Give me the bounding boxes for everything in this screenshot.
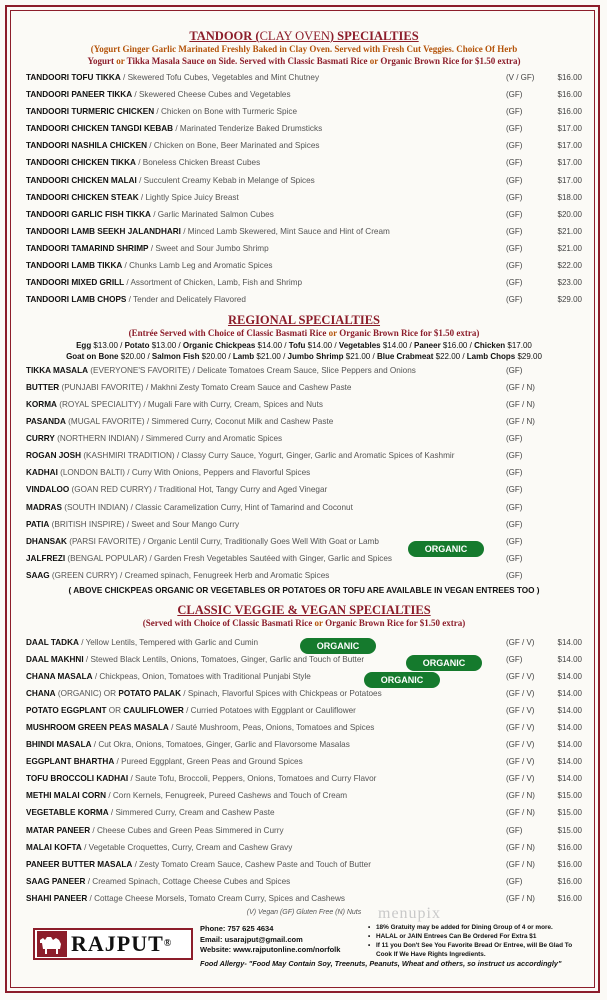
item-dietary-tag: (GF) bbox=[506, 451, 523, 461]
item-dietary-tag: (GF) bbox=[506, 90, 523, 100]
menu-item-row bbox=[26, 206, 582, 223]
protein-name: Chicken bbox=[474, 340, 506, 350]
item-description: / Cottage Cheese Morsels, Tomato Cream Curry, Spices and Cashews bbox=[87, 893, 345, 903]
item-description: / Organic Lentil Curry, Traditionally Goes Well With Goat or Lamb bbox=[140, 536, 379, 546]
item-dietary-tag: (GF) bbox=[506, 107, 523, 117]
item-dietary-tag: (GF) bbox=[506, 654, 523, 664]
protein-name: Blue Crabmeat bbox=[376, 351, 434, 361]
item-dietary-tag: (GF / V) bbox=[506, 688, 535, 698]
menu-item-row bbox=[26, 189, 582, 206]
food-allergy-note: Food Allergy- "Food May Contain Soy, Treenuts, Peanuts, Wheat and others, so instruct us accordingly" bbox=[200, 959, 562, 968]
item-subtitle: (BENGAL POPULAR) bbox=[65, 553, 148, 563]
item-name: TANDOORI CHICKEN STEAK bbox=[26, 192, 139, 202]
regional-protein-prices-line1: Egg $13.00 / Potato $13.00 / Organic Chickpeas $14.00 / Tofu $14.00 / Vegetables $14.00 / Paneer $16.00 / Chicken $17.00 bbox=[76, 340, 532, 350]
item-description: / Skewered Cheese Cubes and Vegetables bbox=[132, 90, 291, 100]
item-dietary-tag: (GF) bbox=[506, 570, 523, 580]
item-description: / Assortment of Chicken, Lamb, Fish and Shrimp bbox=[124, 278, 303, 288]
regional-subtitle: (Entrée Served with Choice of Classic Basmati Rice or Organic Brown Rice for $1.50 extra) bbox=[128, 328, 480, 339]
protein-name: Potato bbox=[124, 340, 150, 350]
item-dietary-tag: (GF) bbox=[506, 261, 523, 271]
item-subtitle: (GOAN RED CURRY) bbox=[69, 485, 152, 495]
item-dietary-tag: (GF) bbox=[506, 485, 523, 495]
item-name: TANDOORI TURMERIC CHICKEN bbox=[26, 107, 155, 117]
protein-name: Jumbo Shrimp bbox=[287, 351, 344, 361]
contact-info bbox=[200, 924, 340, 956]
item-dietary-tag: (GF) bbox=[506, 243, 523, 253]
item-name: PATIA bbox=[26, 519, 50, 529]
protein-name: Paneer bbox=[414, 340, 441, 350]
item-name: CURRY bbox=[26, 434, 55, 444]
menu-item-row bbox=[26, 481, 582, 498]
item-dietary-tag: (GF) bbox=[506, 519, 523, 529]
menu-item-row bbox=[26, 86, 582, 103]
item-price: $15.00 bbox=[557, 808, 582, 818]
item-price: $21.00 bbox=[557, 226, 582, 236]
menu-item-row bbox=[26, 804, 582, 821]
item-name: TANDOORI TAMARIND SHRIMP bbox=[26, 243, 149, 253]
menu-item-row bbox=[26, 379, 582, 396]
item-name: TANDOORI TOFU TIKKA bbox=[26, 73, 121, 82]
note-custom-order: • If 11 you Don't See You Favorite Bread Or Entree, will Be Glad To Cook If We Have Rights Ingredients. bbox=[368, 941, 583, 959]
menu-item-row bbox=[26, 257, 582, 274]
item-description: / Chunks Lamb Leg and Aromatic Spices bbox=[122, 261, 273, 271]
item-dietary-tag: (GF) bbox=[506, 553, 523, 563]
menu-item-row bbox=[26, 550, 582, 567]
item-name-alt: CAULIFLOWER bbox=[123, 705, 184, 715]
item-price: $16.00 bbox=[557, 893, 582, 903]
item-price: $23.00 bbox=[557, 278, 582, 288]
item-subtitle: (BRITISH INSPIRE) bbox=[49, 519, 125, 529]
item-dietary-tag: (GF) bbox=[506, 124, 523, 134]
item-price: $20.00 bbox=[557, 209, 582, 219]
item-description: / Classy Curry Sauce, Yogurt, Ginger, Garlic and Aromatic Spices of Kashmir bbox=[174, 451, 455, 461]
menu-item-row bbox=[26, 447, 582, 464]
note-gratuity: • 18% Gratuity may be added for Dining Group of 4 or more. bbox=[368, 923, 583, 932]
item-dietary-tag: (GF / V) bbox=[506, 740, 535, 750]
menu-item-row bbox=[26, 770, 582, 787]
menu-item-row bbox=[26, 464, 582, 481]
item-description: / Cheese Cubes and Green Peas Simmered in Curry bbox=[90, 825, 284, 835]
organic-badge-chana-masala: ORGANIC bbox=[364, 672, 440, 688]
item-dietary-tag: (GF) bbox=[506, 536, 523, 546]
item-name: PASANDA bbox=[26, 417, 66, 427]
item-name: SAAG bbox=[26, 570, 50, 580]
note-halal-jain: • HALAL or JAIN Entrees Can Be Ordered For Extra $1 bbox=[368, 932, 583, 941]
menu-item-row bbox=[26, 240, 582, 257]
item-dietary-tag: (GF) bbox=[506, 295, 523, 305]
item-description: / Yellow Lentils, Tempered with Garlic and Cumin bbox=[78, 637, 259, 647]
protein-price: $14.00 bbox=[305, 340, 333, 350]
item-dietary-tag: (GF / V) bbox=[506, 723, 535, 732]
contact-website[interactable]: Website: www.rajputonline.com/norfolk bbox=[200, 945, 341, 954]
contact-email[interactable]: Email: usarajput@gmail.com bbox=[200, 934, 303, 944]
item-description: / Succulent Creamy Kebab in Melange of Spices bbox=[136, 175, 315, 185]
menu-item-row bbox=[26, 873, 582, 890]
item-name: SAAG PANEER bbox=[26, 876, 86, 886]
item-name: DHANSAK bbox=[26, 536, 67, 546]
item-description: / Classic Caramelization Curry, Hint of Tamarind and Coconut bbox=[128, 502, 353, 512]
item-price: $16.00 bbox=[557, 859, 582, 869]
item-price: $15.00 bbox=[557, 825, 582, 835]
menu-item-row bbox=[26, 172, 582, 189]
item-description: / Creamed spinach, Fenugreek Herb and Aromatic Spices bbox=[117, 570, 330, 580]
item-name: DAAL TADKA bbox=[26, 637, 79, 647]
item-dietary-tag: (V / GF) bbox=[506, 73, 535, 82]
regional-list bbox=[26, 362, 582, 584]
item-name: TANDOORI CHICKEN TIKKA bbox=[26, 158, 136, 168]
item-name: TANDOORI CHICKEN TANGDI KEBAB bbox=[26, 124, 174, 134]
item-name: BHINDI MASALA bbox=[26, 740, 92, 750]
item-dietary-tag: (GF / N) bbox=[506, 417, 535, 427]
protein-price: $20.00 bbox=[118, 351, 146, 361]
item-description: / Cut Okra, Onions, Tomatoes, Ginger, Garlic and Flavorsome Masalas bbox=[91, 740, 350, 750]
item-subtitle: (ROYAL SPECIALITY) bbox=[56, 400, 142, 409]
item-description: / Marinated Tenderize Baked Drumsticks bbox=[173, 124, 323, 134]
item-description: / Zesty Tomato Cream Sauce, Cashew Paste and Touch of Butter bbox=[132, 859, 371, 869]
item-name: DAAL MAKHNI bbox=[26, 654, 84, 664]
menu-item-row bbox=[26, 103, 582, 120]
menu-item-row bbox=[26, 362, 582, 379]
rajput-logo bbox=[33, 928, 193, 960]
item-description: / Simmered Curry, Coconut Milk and Cashew Paste bbox=[144, 417, 334, 427]
item-connector: OR bbox=[101, 688, 119, 698]
item-subtitle: (SOUTH INDIAN) bbox=[61, 502, 129, 512]
item-name: TANDOORI LAMB TIKKA bbox=[26, 261, 123, 271]
item-description: / Traditional Hot, Tangy Curry and Aged Vinegar bbox=[151, 485, 328, 495]
item-subtitle: (GREEN CURRY) bbox=[49, 570, 118, 580]
item-name: TANDOORI NASHILA CHICKEN bbox=[26, 141, 147, 151]
item-price: $22.00 bbox=[557, 261, 582, 271]
item-description: / Sauté Mushroom, Peas, Onions, Tomatoes and Spices bbox=[168, 723, 375, 732]
menu-item-row bbox=[26, 736, 582, 753]
item-description: / Spinach, Flavorful Spices with Chickpeas or Potatoes bbox=[181, 688, 382, 698]
menu-item-row bbox=[26, 69, 582, 86]
item-price: $16.00 bbox=[557, 90, 582, 100]
item-subtitle: (KASHMIRI TRADITION) bbox=[81, 451, 175, 461]
item-price: $17.00 bbox=[557, 141, 582, 151]
item-dietary-tag: (GF) bbox=[506, 192, 523, 202]
item-dietary-tag: (GF / N) bbox=[506, 382, 535, 392]
item-dietary-tag: (GF) bbox=[506, 825, 523, 835]
menu-item-row bbox=[26, 291, 582, 308]
protein-price: $13.00 bbox=[91, 340, 118, 350]
protein-name: Tofu bbox=[288, 340, 306, 350]
protein-name: Salmon Fish bbox=[151, 351, 200, 361]
item-price: $29.00 bbox=[557, 295, 582, 305]
item-price: $14.00 bbox=[557, 654, 582, 664]
item-dietary-tag: (GF) bbox=[506, 141, 523, 151]
item-dietary-tag: (GF / N) bbox=[506, 808, 535, 818]
protein-price: $21.00 bbox=[343, 351, 371, 361]
protein-name: Lamb bbox=[232, 351, 255, 361]
menu-item-row bbox=[26, 120, 582, 137]
item-subtitle: (ORGANIC) bbox=[55, 688, 102, 698]
item-description: / Delicate Tomatoes Cream Sauce, Slice Peppers and Onions bbox=[190, 365, 416, 375]
item-name: TANDOORI LAMB CHOPS bbox=[26, 295, 127, 305]
item-dietary-tag: (GF / V) bbox=[506, 705, 535, 715]
item-dietary-tag: (GF) bbox=[506, 158, 523, 168]
item-description: / Curried Potatoes with Eggplant or Cauliflower bbox=[183, 705, 356, 715]
item-name: CHANA MASALA bbox=[26, 671, 93, 681]
item-dietary-tag: (GF) bbox=[506, 434, 523, 444]
item-price: $14.00 bbox=[557, 757, 582, 767]
item-description: / Simmered Curry, Cream and Cashew Paste bbox=[108, 808, 275, 818]
item-description: / Sweet and Sour Jumbo Shrimp bbox=[148, 243, 269, 253]
item-price: $14.00 bbox=[557, 637, 582, 647]
item-name: TANDOORI GARLIC FISH TIKKA bbox=[26, 209, 151, 219]
item-description: / Tender and Delicately Flavored bbox=[126, 295, 246, 305]
item-description: / Stewed Black Lentils, Onions, Tomatoes, Ginger, Garlic and Touch of Butter bbox=[83, 654, 365, 664]
item-subtitle: (LONDON BALTI) bbox=[57, 468, 126, 478]
menu-item-row bbox=[26, 499, 582, 516]
item-description: / Skewered Tofu Cubes, Vegetables and Mint Chutney bbox=[120, 73, 320, 82]
protein-name: Vegetables bbox=[338, 340, 381, 350]
item-description: / Lightly Spice Juicy Breast bbox=[138, 192, 239, 202]
item-description: / Creamed Spinach, Cottage Cheese Cubes and Spices bbox=[85, 876, 291, 886]
policy-notes bbox=[368, 923, 583, 959]
item-dietary-tag: (GF / V) bbox=[506, 757, 535, 767]
item-price: $17.00 bbox=[557, 124, 582, 134]
item-description: / Chicken on Bone, Beer Marinated and Spices bbox=[147, 141, 320, 151]
item-dietary-tag: (GF / V) bbox=[506, 774, 535, 784]
item-name: MATAR PANEER bbox=[26, 825, 91, 835]
item-price: $14.00 bbox=[557, 688, 582, 698]
item-name: TIKKA MASALA bbox=[26, 365, 89, 375]
item-price: $17.00 bbox=[557, 175, 582, 185]
menu-item-row bbox=[26, 396, 582, 413]
item-dietary-tag: (GF / N) bbox=[506, 842, 535, 852]
item-name: VEGETABLE KORMA bbox=[26, 808, 109, 818]
item-price: $14.00 bbox=[557, 723, 582, 732]
menu-item-row bbox=[26, 413, 582, 430]
item-name: TANDOORI PANEER TIKKA bbox=[26, 90, 133, 100]
item-dietary-tag: (GF / N) bbox=[506, 859, 535, 869]
item-description: / Corn Kernels, Fenugreek, Pureed Cashews and Touch of Cream bbox=[106, 791, 348, 801]
veggie-subtitle: (Served with Choice of Classic Basmati Rice or Organic Brown Rice for $1.50 extra) bbox=[142, 618, 466, 629]
item-price: $16.00 bbox=[557, 73, 582, 82]
item-connector: OR bbox=[106, 705, 124, 715]
menu-item-row bbox=[26, 154, 582, 171]
item-price: $18.00 bbox=[557, 192, 582, 202]
item-subtitle: (NORTHERN INDIAN) bbox=[54, 434, 139, 444]
tandoor-list bbox=[26, 69, 582, 308]
menu-item-row bbox=[26, 137, 582, 154]
dietary-legend: (V) Vegan (GF) Gluten Free (N) Nuts bbox=[246, 909, 362, 917]
item-description: / Curry With Onions, Peppers and Flavorful Spices bbox=[125, 468, 311, 478]
item-description: / Vegetable Croquettes, Curry, Cream and Cashew Gravy bbox=[81, 842, 293, 852]
item-price: $16.00 bbox=[557, 876, 582, 886]
item-name-alt: POTATO PALAK bbox=[118, 688, 181, 698]
item-name: POTATO EGGPLANT bbox=[26, 705, 107, 715]
item-name: TANDOORI MIXED GRILL bbox=[26, 278, 125, 288]
item-name: TANDOORI CHICKEN MALAI bbox=[26, 175, 137, 185]
item-price: $14.00 bbox=[557, 740, 582, 750]
menu-item-row bbox=[26, 274, 582, 291]
item-description: / Chickpeas, Onion, Tomatoes with Traditional Punjabi Style bbox=[92, 671, 311, 681]
item-price: $14.00 bbox=[557, 774, 582, 784]
menu-item-row bbox=[26, 753, 582, 770]
item-price: $14.00 bbox=[557, 671, 582, 681]
item-dietary-tag: (GF) bbox=[506, 365, 523, 375]
contact-phone: Phone: 757 625 4634 bbox=[200, 924, 274, 933]
item-dietary-tag: (GF) bbox=[506, 226, 523, 236]
item-description: / Makhni Zesty Tomato Cream Sauce and Cashew Paste bbox=[143, 382, 352, 392]
item-name: TANDOORI LAMB SEEKH JALANDHARI bbox=[26, 226, 181, 236]
item-name: CHANA bbox=[26, 688, 56, 698]
protein-name: Egg bbox=[76, 340, 92, 350]
regional-protein-prices-line2: Goat on Bone $20.00 / Salmon Fish $20.00 / Lamb $21.00 / Jumbo Shrimp $21.00 / Blue Crabmeat $22.00 / Lamb Chops $29.00 bbox=[66, 351, 542, 361]
organic-badge-dhansak: ORGANIC bbox=[408, 541, 484, 557]
item-dietary-tag: (GF) bbox=[506, 209, 523, 219]
item-price: $21.00 bbox=[557, 243, 582, 253]
item-name: KORMA bbox=[26, 400, 57, 409]
camel-icon bbox=[37, 931, 67, 957]
item-description: / Pureed Eggplant, Green Peas and Ground Spices bbox=[114, 757, 303, 767]
item-name: METHI MALAI CORN bbox=[26, 791, 107, 801]
veggie-list bbox=[26, 634, 582, 908]
protein-price: $29.00 bbox=[515, 351, 542, 361]
menu-content bbox=[26, 28, 582, 919]
item-dietary-tag: (GF / N) bbox=[506, 893, 535, 903]
item-dietary-tag: (GF) bbox=[506, 876, 523, 886]
protein-name: Goat on Bone bbox=[66, 351, 119, 361]
item-dietary-tag: (GF / V) bbox=[506, 637, 535, 647]
item-description: / Minced Lamb Skewered, Mint Sauce and Hint of Cream bbox=[180, 226, 390, 236]
item-price: $16.00 bbox=[557, 842, 582, 852]
item-name: ROGAN JOSH bbox=[26, 451, 82, 461]
protein-name: Organic Chickpeas bbox=[182, 340, 256, 350]
menu-item-row bbox=[26, 890, 582, 907]
item-subtitle: (PUNJABI FAVORITE) bbox=[59, 382, 144, 392]
menu-item-row bbox=[26, 719, 582, 736]
protein-price: $22.00 bbox=[433, 351, 461, 361]
menu-item-row bbox=[26, 567, 582, 584]
item-subtitle: (MUGAL FAVORITE) bbox=[65, 417, 145, 427]
item-dietary-tag: (GF / V) bbox=[506, 671, 535, 681]
vegan-availability-note: ( ABOVE CHICKPEAS ORGANIC OR VEGETABLES OR POTATOES OR TOFU ARE AVAILABLE IN VEGAN ENTREES TOO ) bbox=[68, 586, 540, 596]
item-name: MALAI KOFTA bbox=[26, 842, 82, 852]
item-price: $17.00 bbox=[557, 158, 582, 168]
menu-item-row bbox=[26, 856, 582, 873]
protein-price: $21.00 bbox=[254, 351, 281, 361]
menu-item-row bbox=[26, 787, 582, 804]
menu-item-row bbox=[26, 702, 582, 719]
item-name: VINDALOO bbox=[26, 485, 70, 495]
menu-item-row bbox=[26, 533, 582, 550]
item-name: EGGPLANT BHARTHA bbox=[26, 757, 115, 767]
item-description: / Garlic Marinated Salmon Cubes bbox=[150, 209, 274, 219]
tandoor-subtitle: (Yogurt Ginger Garlic Marinated Freshly Baked in Clay Oven. Served with Fresh Cut Veggies. Choice Of Herb Yogurt or Tikka Masala Sauce on Side. Served with Classic Basmati Rice or Organic Brown Rice for $1.50 extra) bbox=[87, 44, 521, 66]
item-description: / Saute Tofu, Broccoli, Peppers, Onions, Tomatoes and Curry Flavor bbox=[128, 774, 377, 784]
item-subtitle: (PARSI FAVORITE) bbox=[66, 536, 141, 546]
item-name: MADRAS bbox=[26, 502, 62, 512]
item-dietary-tag: (GF) bbox=[506, 175, 523, 185]
item-dietary-tag: (GF / N) bbox=[506, 400, 535, 409]
menu-item-row bbox=[26, 685, 582, 702]
menu-item-row bbox=[26, 822, 582, 839]
item-description: / Chicken on Bone with Turmeric Spice bbox=[154, 107, 298, 117]
item-price: $14.00 bbox=[557, 705, 582, 715]
item-name: SHAHI PANEER bbox=[26, 893, 88, 903]
item-name: TOFU BROCCOLI KADHAI bbox=[26, 774, 129, 784]
item-name: JALFREZI bbox=[26, 553, 66, 563]
menu-item-row bbox=[26, 223, 582, 240]
protein-price: $14.00 bbox=[380, 340, 408, 350]
item-name: PANEER BUTTER MASALA bbox=[26, 859, 133, 869]
item-subtitle: (EVERYONE'S FAVORITE) bbox=[88, 365, 191, 375]
item-dietary-tag: (GF) bbox=[506, 278, 523, 288]
protein-price: $17.00 bbox=[505, 340, 532, 350]
item-name: KADHAI bbox=[26, 468, 58, 478]
item-price: $16.00 bbox=[557, 107, 582, 117]
protein-name: Lamb Chops bbox=[466, 351, 516, 361]
protein-price: $20.00 bbox=[199, 351, 227, 361]
protein-price: $14.00 bbox=[255, 340, 283, 350]
item-dietary-tag: (GF) bbox=[506, 468, 523, 478]
watermark-text: menupix bbox=[378, 905, 441, 922]
item-price: $15.00 bbox=[557, 791, 582, 801]
protein-price: $13.00 bbox=[149, 340, 177, 350]
item-dietary-tag: (GF / N) bbox=[506, 791, 535, 801]
menu-item-row bbox=[26, 668, 582, 685]
item-description: / Garden Fresh Vegetables Sautéed with Ginger, Garlic and Spices bbox=[147, 553, 393, 563]
item-description: / Mugali Fare with Curry, Cream, Spices and Nuts bbox=[141, 400, 323, 409]
menu-item-row bbox=[26, 516, 582, 533]
item-description: / Simmered Curry and Aromatic Spices bbox=[138, 434, 283, 444]
regional-title: REGIONAL SPECIALTIES bbox=[227, 313, 381, 328]
item-name: BUTTER bbox=[26, 382, 60, 392]
item-name: MUSHROOM GREEN PEAS MASALA bbox=[26, 723, 169, 732]
organic-badge-daal-tadka: ORGANIC bbox=[300, 638, 376, 654]
organic-badge-daal-makhni: ORGANIC bbox=[406, 655, 482, 671]
item-description: / Boneless Chicken Breast Cubes bbox=[135, 158, 261, 168]
rajput-brand: RAJPUT® bbox=[71, 931, 173, 956]
protein-price: $16.00 bbox=[440, 340, 468, 350]
veggie-title: CLASSIC VEGGIE & VEGAN SPECIALTIES bbox=[177, 603, 431, 618]
item-dietary-tag: (GF) bbox=[506, 502, 523, 512]
item-description: / Sweet and Sour Mango Curry bbox=[124, 519, 240, 529]
menu-item-row bbox=[26, 430, 582, 447]
tandoor-title: TANDOOR (CLAY OVEN) SPECIALTIES bbox=[189, 29, 419, 43]
menu-item-row bbox=[26, 839, 582, 856]
